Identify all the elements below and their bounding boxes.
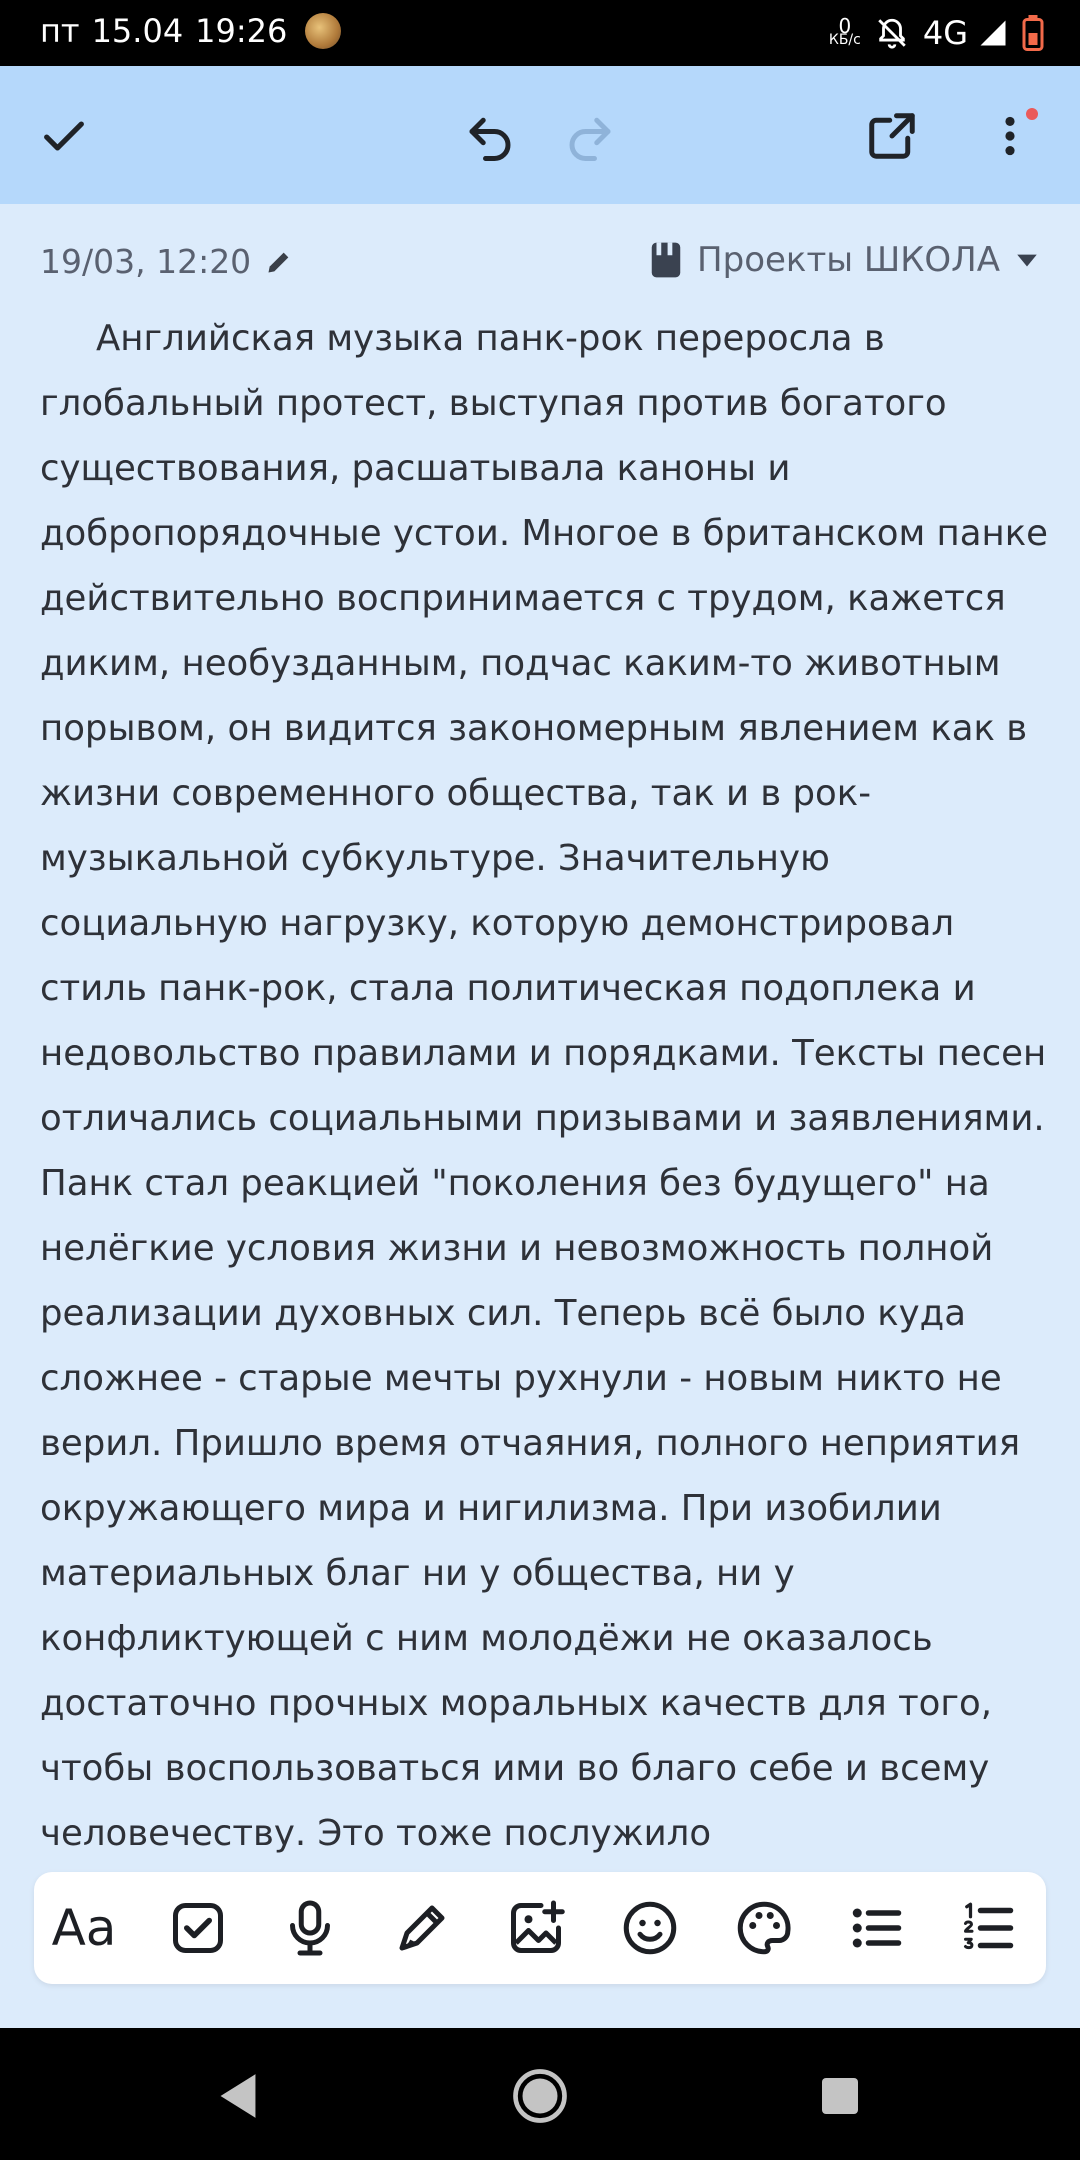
back-button[interactable] xyxy=(206,2064,270,2128)
text-style-button[interactable] xyxy=(48,1892,120,1964)
note-timestamp: 19/03, 12:20 xyxy=(40,242,252,281)
battery-icon xyxy=(1022,15,1044,51)
notebook-icon xyxy=(649,241,683,279)
note-text-editor[interactable]: Английская музыка панк-рок переросла в глобальный протест, выступая против богатого существования, расшатывала каноны и добропорядочные устои. Многое в британском панке действительно воспринимается с трудом, кажется диким, необузданным, подчас каким-то животным порывом, он видится закономерным явлением как в жизни современного общества, так и в рок-музыкальной субкультуре. Значительную социальную нагрузку, которую демонстрировал стиль панк-рок, стала политическая подоплека и недовольство правилами и порядками. Тексты песен отличались социальными призывами и заявлениями. Панк стал реакцией "поколения без будущего" на нелёгкие условия жизни и невозможность полной реализации духовных сил. Теперь всё было куда сложнее - старые мечты рухнули - новым никто не верил. Пришло время отчаяния, полного неприятия окружающего мира и нигилизма. При изобилии материальных благ ни у общества, ни у конфликтующей с ним молодёжи не оказалось достаточно прочных моральных качеств для того, чтобы воспользоваться ими во благо себе и всему человечеству. Это тоже послужило xyxy=(40,318,1049,1854)
back-triangle-icon xyxy=(216,2072,260,2120)
folder-name: Проекты ШКОЛА xyxy=(697,240,1000,280)
emoji-icon xyxy=(620,1898,680,1958)
notification-badge xyxy=(1026,108,1038,120)
signal-icon xyxy=(978,18,1008,48)
share-button[interactable] xyxy=(856,100,928,172)
recents-button[interactable] xyxy=(808,2064,872,2128)
color-button[interactable] xyxy=(728,1892,800,1964)
bullet-list-button[interactable] xyxy=(840,1892,912,1964)
checklist-icon xyxy=(168,1898,228,1958)
numbered-list-icon xyxy=(958,1898,1018,1958)
formatting-toolbar xyxy=(34,1872,1046,1984)
pencil-icon xyxy=(265,248,293,276)
note-timestamp-button[interactable] xyxy=(40,242,293,281)
microphone-icon xyxy=(280,1898,340,1958)
bullet-list-icon xyxy=(846,1898,906,1958)
text-style-label: Aa xyxy=(51,1899,117,1957)
add-image-icon xyxy=(506,1898,566,1958)
dropdown-arrow-icon xyxy=(1014,247,1040,273)
notification-avatar-icon xyxy=(305,13,341,49)
status-bar xyxy=(0,0,1080,66)
status-left xyxy=(40,12,341,50)
emoji-button[interactable] xyxy=(614,1892,686,1964)
share-icon xyxy=(865,109,919,163)
undo-button[interactable] xyxy=(454,100,526,172)
more-options-button[interactable] xyxy=(974,100,1046,172)
checklist-button[interactable] xyxy=(162,1892,234,1964)
note-meta-row xyxy=(40,236,1040,288)
voice-note-button[interactable] xyxy=(274,1892,346,1964)
redo-button[interactable] xyxy=(554,100,626,172)
network-type: 4G xyxy=(922,14,968,52)
net-speed-value: 0 xyxy=(838,14,852,38)
status-right xyxy=(829,10,1044,56)
pen-icon xyxy=(392,1898,452,1958)
recents-square-icon xyxy=(820,2076,860,2116)
net-speed xyxy=(828,14,861,48)
status-day: пт xyxy=(40,12,80,50)
palette-icon xyxy=(734,1898,794,1958)
net-speed-unit: КБ/с xyxy=(828,32,861,48)
add-image-button[interactable] xyxy=(500,1892,572,1964)
done-button[interactable] xyxy=(28,100,100,172)
redo-icon xyxy=(563,109,617,163)
status-date: 15.04 xyxy=(91,12,184,50)
numbered-list-button[interactable] xyxy=(952,1892,1024,1964)
check-icon xyxy=(38,110,90,162)
draw-button[interactable] xyxy=(386,1892,458,1964)
home-button[interactable] xyxy=(508,2064,572,2128)
undo-icon xyxy=(463,109,517,163)
alarm-off-icon xyxy=(875,16,909,50)
system-navigation-bar xyxy=(0,2028,1080,2160)
editor-toolbar xyxy=(0,66,1080,204)
status-time: 19:26 xyxy=(195,12,288,50)
folder-selector[interactable] xyxy=(649,240,1040,280)
home-circle-icon xyxy=(512,2068,568,2124)
